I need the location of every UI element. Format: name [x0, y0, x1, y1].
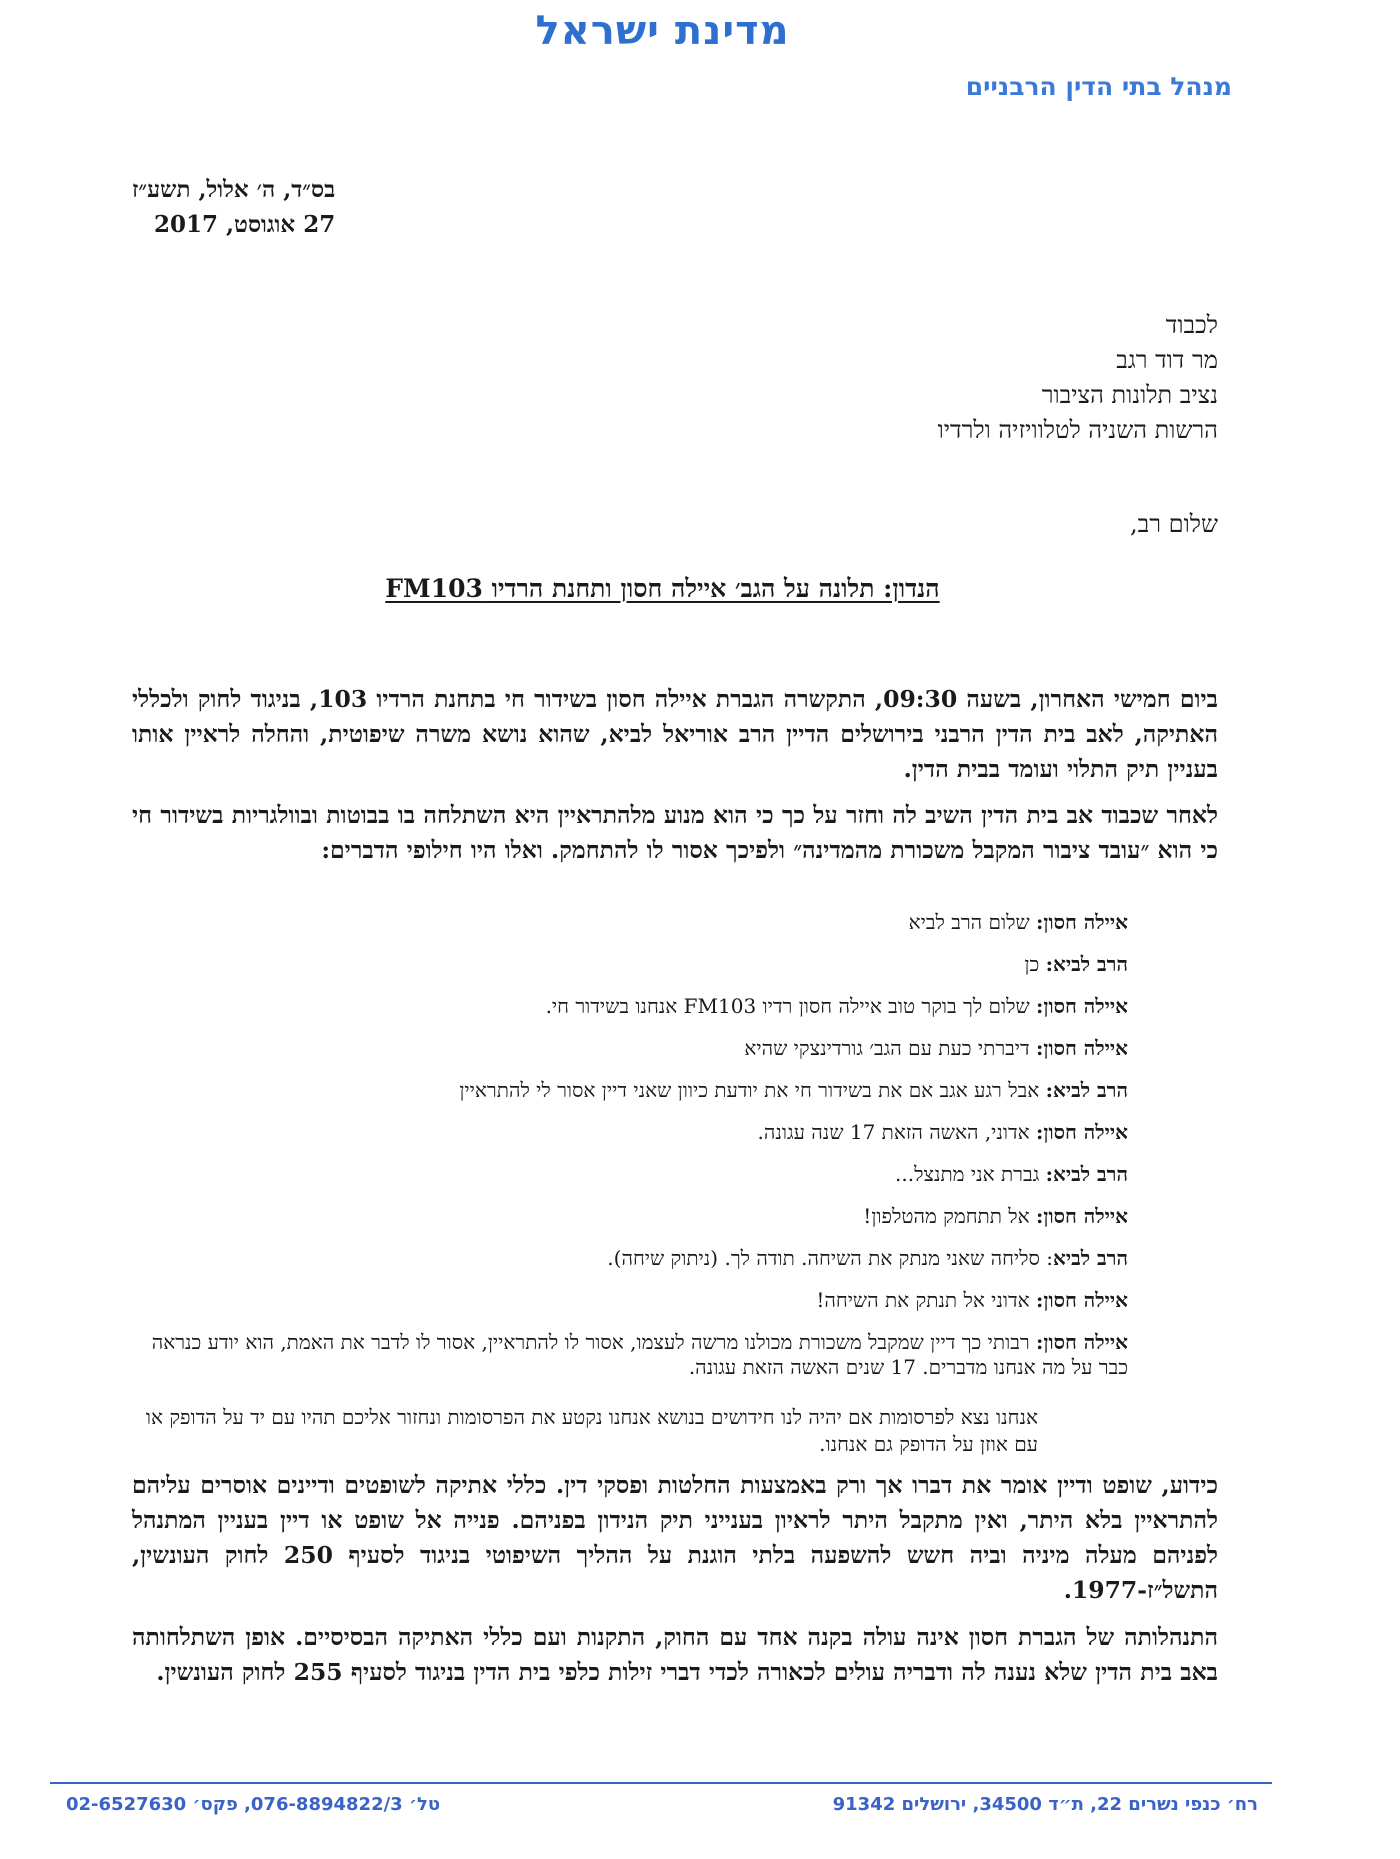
dialogue-line — [132, 1246, 1128, 1270]
dialogue-transcript — [132, 910, 1128, 1394]
dialogue-speaker: איילה חסון: — [1036, 1204, 1128, 1228]
dialogue-line — [132, 1330, 1128, 1380]
dialogue-speaker: איילה חסון: — [1036, 1288, 1128, 1312]
dialogue-speaker: הרב לביא — [1052, 1246, 1128, 1270]
dialogue-text: אל תתחמק מהטלפון! — [863, 1204, 1037, 1228]
body-paragraph-1: ביום חמישי האחרון, בשעה 09:30, התקשרה הגברת איילה חסון בשידור חי בתחנת הרדיו 103, בניגוד לחוק ולכללי האתיקה, לאב בית הדין הרבני בירושלים הדיין הרב אוריאל לביא, שהוא נושא משרה שיפוטית, והחלה לראיין אותו בעניין תיק התלוי ועומד בבית הדין. — [132, 685, 1218, 783]
letterhead-title: מדינת ישראל — [535, 8, 790, 54]
dialogue-line — [132, 994, 1128, 1018]
dialogue-speaker: הרב לביא: — [1045, 1078, 1128, 1102]
dialogue-speaker: הרב לביא: — [1045, 1162, 1128, 1186]
dialogue-line — [132, 1120, 1128, 1144]
footer-address: רח׳ כנפי נשרים 22, ת״ד 34500, ירושלים 91342 — [832, 1794, 1258, 1815]
dialogue-text: : סליחה שאני מנתק את השיחה. תודה לך. (ניתוק שיחה). — [607, 1246, 1053, 1270]
dialogue-text: שלום לך בוקר טוב איילה חסון רדיו FM103 אנחנו בשידור חי. — [545, 994, 1037, 1018]
dialogue-text: שלום הרב לביא — [908, 910, 1037, 934]
dialogue-line — [132, 1288, 1128, 1312]
subject-line: הנדון: תלונה על הגב׳ איילה חסון ותחנת הרדיו FM103 — [385, 574, 940, 603]
dialogue-line — [132, 952, 1128, 976]
dialogue-line — [132, 1162, 1128, 1186]
body-paragraph-2: לאחר שכבוד אב בית הדין השיב לה וחזר על כך כי הוא מנוע מלהתראיין היא השתלחה בו בבוטות ובוולגריות בשידור חי כי הוא ״עובד ציבור המקבל משכורת מהמדינה״ ולפיכך אסור לו להתחמק. ואלו היו חילופי הדברים: — [132, 801, 1218, 864]
dialogue-text: גברת אני מתנצל... — [895, 1162, 1046, 1186]
addressee-line: לכבוד — [1165, 311, 1218, 339]
dialogue-text: אבל רגע אגב אם את בשידור חי את יודעת כיוון שאני דיין אסור לי להתראיין — [459, 1078, 1046, 1102]
body-paragraph-4: התנהלותה של הגברת חסון אינה עולה בקנה אחד עם החוק, התקנות ועם כללי האתיקה הבסיסיים. אופן השתלחותה באב בית הדין שלא נענה לה ודבריה עולים לכאורה לכדי דברי זילות כלפי בית הדין בניגוד לסעיף 255 לחוק העונשין. — [132, 1623, 1218, 1686]
dialogue-speaker: איילה חסון: — [1036, 1036, 1128, 1060]
dialogue-speaker: איילה חסון: — [1036, 910, 1128, 934]
dialogue-text: דיברתי כעת עם הגב׳ גורדינצקי שהיא — [744, 1036, 1037, 1060]
dialogue-speaker: איילה חסון: — [1036, 1120, 1128, 1144]
dialogue-line — [132, 1078, 1128, 1102]
footer-divider — [50, 1782, 1272, 1784]
letterhead-subtitle: מנהל בתי הדין הרבניים — [965, 72, 1232, 101]
dialogue-line — [132, 1036, 1128, 1060]
greeting: שלום רב, — [1130, 510, 1218, 538]
dialogue-speaker: איילה חסון: — [1036, 1330, 1128, 1354]
dialogue-speaker: איילה חסון: — [1036, 994, 1128, 1018]
footer-phone: טל׳ 076-8894822/3, פקס׳ 02-6527630 — [66, 1794, 441, 1815]
dialogue-speaker: הרב לביא: — [1045, 952, 1128, 976]
dialogue-text: רבותי כך דיין שמקבל משכורת מכולנו מרשה לעצמו, אסור לו להתראיין, אסור לו לדבר את האמת, הוא יודע כנראה כבר על מה אנחנו מדברים. 17 שנים האשה הזאת עגונה. — [151, 1330, 1128, 1379]
gregorian-date: 27 אוגוסט, 2017 — [154, 211, 336, 238]
date-block — [132, 172, 335, 242]
addressee-line: נציב תלונות הציבור — [1041, 381, 1218, 409]
dialogue-line — [132, 910, 1128, 934]
addressee-line: הרשות השניה לטלוויזיה ולרדיו — [937, 416, 1218, 444]
dialogue-closing: אנחנו נצא לפרסומות אם יהיה לנו חידושים בנושא אנחנו נקטע את הפרסומות ונחזור אליכם תהיו עם יד על הדופק או עם אוזן על הדופק גם אנחנו. — [145, 1405, 1038, 1456]
addressee-block — [938, 308, 1218, 448]
dialogue-text: כן — [1024, 952, 1046, 976]
body-paragraph-3: כידוע, שופט ודיין אומר את דברו אך ורק באמצעות החלטות ופסקי דין. כללי אתיקה לשופטים ודיינים אוסרים עליהם להתראיין בלא היתר, ואין מתקבל היתר לראיון בענייני תיק הנידון בפניהם. פנייה אל שופט או דיין בעניין המתנהל לפניהם מעלה מיניה וביה חשש להשפעה בלתי הוגנת על ההליך השיפוטי בניגוד לסעיף 250 לחוק העונשין, התשל״ז-1977. — [132, 1471, 1219, 1604]
dialogue-text: אדוני אל תנתק את השיחה! — [816, 1288, 1037, 1312]
hebrew-date: בס״ד, ה׳ אלול, תשע״ז — [132, 176, 336, 203]
dialogue-text: אדוני, האשה הזאת 17 שנה עגונה. — [757, 1120, 1037, 1144]
addressee-line: מר דוד רגב — [1116, 346, 1218, 374]
dialogue-line — [132, 1204, 1128, 1228]
